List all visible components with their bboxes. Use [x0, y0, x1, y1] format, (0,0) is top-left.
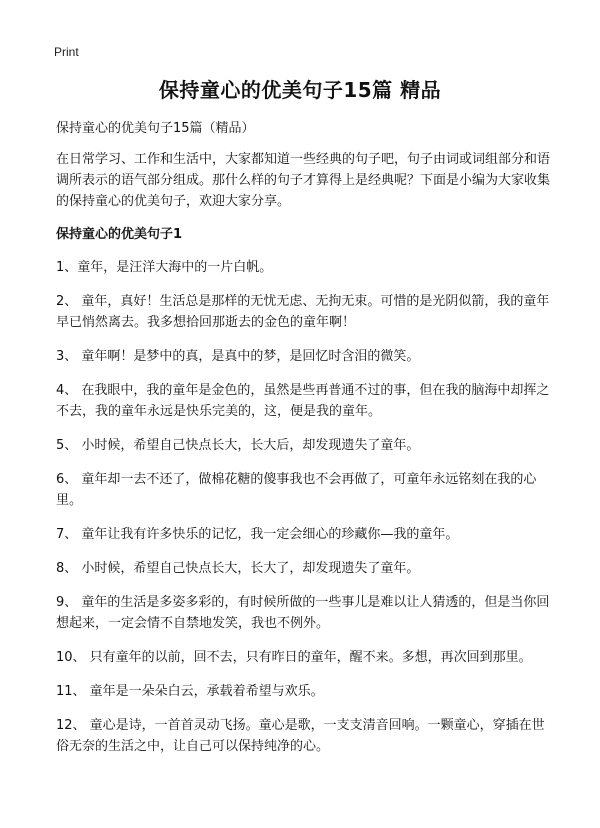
list-item: 6、 童年却一去不还了，做棉花糖的傻事我也不会再做了，可童年永远铭刻在我的心里。	[56, 472, 537, 508]
list-item: 2、 童年，真好！生活总是那样的无忧无虑、无拘无束。可惜的是光阴似箭，我的童年早已悄然离去。我多想拾回那逝去的金色的童年啊！	[56, 294, 550, 330]
list-item: 5、 小时候，希望自己快点长大，长大后，却发现遗失了童年。	[56, 438, 420, 453]
list-item: 10、 只有童年的以前，回不去，只有昨日的童年，醒不来。多想，再次回到那里。	[56, 650, 532, 665]
section-heading: 保持童心的优美句子1	[56, 227, 183, 242]
list-item: 8、 小时候，希望自己快点长大，长大了，却发现遗失了童年。	[56, 561, 420, 576]
list-item: 4、 在我眼中，我的童年是金色的，虽然是些再普通不过的事，但在我的脑海中却挥之不去，我的童年永远是快乐完美的，这，便是我的童年。	[56, 383, 550, 419]
print-label: Print	[54, 45, 79, 59]
intro-paragraph: 在日常学习、工作和生活中，大家都知道一些经典的句子吧，句子由词或词组部分和语调所表示的语气部分组成。那什么样的句子才算得上是经典呢？下面是小编为大家收集的保持童心的优美句子，欢迎大家分享。	[56, 152, 551, 209]
document-body	[56, 118, 556, 770]
list-item: 9、 童年的生活是多姿多彩的，有时候所做的一些事儿是难以让人猜透的，但是当你回想起来，一定会情不自禁地发笑，我也不例外。	[56, 595, 550, 631]
list-item: 7、 童年让我有许多快乐的记忆，我一定会细心的珍藏你—我的童年。	[56, 527, 459, 542]
document-subtitle: 保持童心的优美句子15篇（精品）	[56, 121, 255, 136]
list-item: 3、 童年啊！是梦中的真，是真中的梦，是回忆时含泪的微笑。	[56, 349, 420, 364]
list-item: 1、童年，是汪洋大海中的一片白帆。	[56, 260, 273, 275]
page-title: 保持童心的优美句子15篇 精品	[158, 78, 442, 102]
list-item: 12、 童心是诗，一首首灵动飞扬。童心是歌，一支支清音回响。一颗童心，穿插在世俗无奈的生活之中，让自己可以保持纯净的心。	[56, 718, 545, 754]
list-item: 11、 童年是一朵朵白云，承载着希望与欢乐。	[56, 684, 324, 699]
